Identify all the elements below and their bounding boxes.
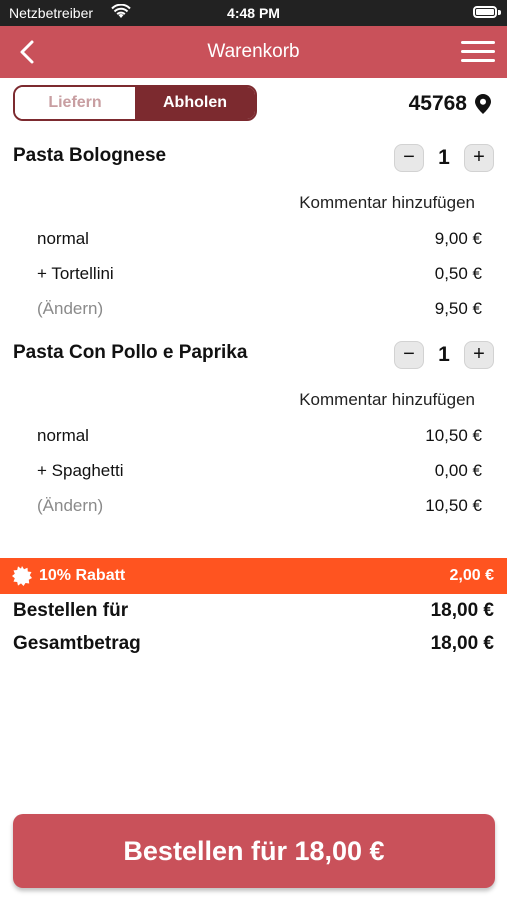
discount-amount: 2,00 € <box>449 567 494 584</box>
postal-code: 45768 <box>408 92 467 115</box>
order-for-value: 18,00 € <box>430 600 494 621</box>
line-price: 9,00 € <box>434 229 482 248</box>
item-subtotal: 9,50 € <box>434 299 482 318</box>
place-order-button[interactable]: Bestellen für 18,00 € <box>13 814 495 888</box>
line-price: 0,00 € <box>434 461 482 480</box>
quantity-stepper <box>394 144 494 172</box>
line-price: 10,50 € <box>425 426 482 445</box>
increase-quantity-button[interactable]: + <box>464 341 494 369</box>
battery-tip <box>498 10 501 15</box>
increase-quantity-button[interactable]: + <box>464 144 494 172</box>
location-pin-icon <box>475 94 491 114</box>
battery-icon <box>473 6 497 18</box>
delivery-mode-toggle <box>13 85 257 121</box>
discount-badge-icon <box>12 566 32 586</box>
grand-total-label: Gesamtbetrag <box>13 633 141 654</box>
discount-label: 10% Rabatt <box>39 567 126 584</box>
quantity-value: 1 <box>438 146 450 169</box>
line-label: + Tortellini <box>37 264 114 283</box>
grand-total-value: 18,00 € <box>430 633 494 654</box>
change-option-link[interactable]: (Ändern) <box>37 496 104 515</box>
line-price: 0,50 € <box>434 264 482 283</box>
cart-item-title: Pasta Bolognese <box>13 145 167 166</box>
quantity-stepper <box>394 341 494 369</box>
grand-total-row <box>13 633 494 655</box>
decrease-quantity-button[interactable]: − <box>394 341 424 369</box>
list-item <box>37 496 482 516</box>
change-option-link[interactable]: (Ändern) <box>37 299 104 318</box>
page-title: Warenkorb <box>207 41 300 62</box>
list-item <box>37 264 482 284</box>
quantity-value: 1 <box>438 343 450 366</box>
nav-bar <box>0 26 507 78</box>
list-item <box>37 299 482 319</box>
line-label: + Spaghetti <box>37 461 124 480</box>
clock: 4:48 PM <box>227 5 280 21</box>
order-for-row <box>13 600 494 622</box>
line-label: normal <box>37 426 89 445</box>
list-item <box>37 229 482 249</box>
list-item <box>37 426 482 446</box>
add-comment-link[interactable]: Kommentar hinzufügen <box>299 390 475 409</box>
postal-code-selector[interactable] <box>409 92 491 116</box>
toggle-liefern[interactable]: Liefern <box>15 87 135 119</box>
list-item <box>37 461 482 481</box>
carrier-name: Netzbetreiber <box>9 5 94 21</box>
cart-item-title: Pasta Con Pollo e Paprika <box>13 342 248 363</box>
order-for-label: Bestellen für <box>13 600 129 621</box>
hamburger-menu-icon[interactable] <box>461 38 497 66</box>
add-comment-link[interactable]: Kommentar hinzufügen <box>299 193 475 212</box>
line-label: normal <box>37 229 89 248</box>
discount-banner <box>0 558 507 594</box>
decrease-quantity-button[interactable]: − <box>394 144 424 172</box>
status-bar <box>0 0 507 26</box>
item-subtotal: 10,50 € <box>425 496 482 515</box>
toggle-abholen[interactable]: Abholen <box>135 87 255 119</box>
